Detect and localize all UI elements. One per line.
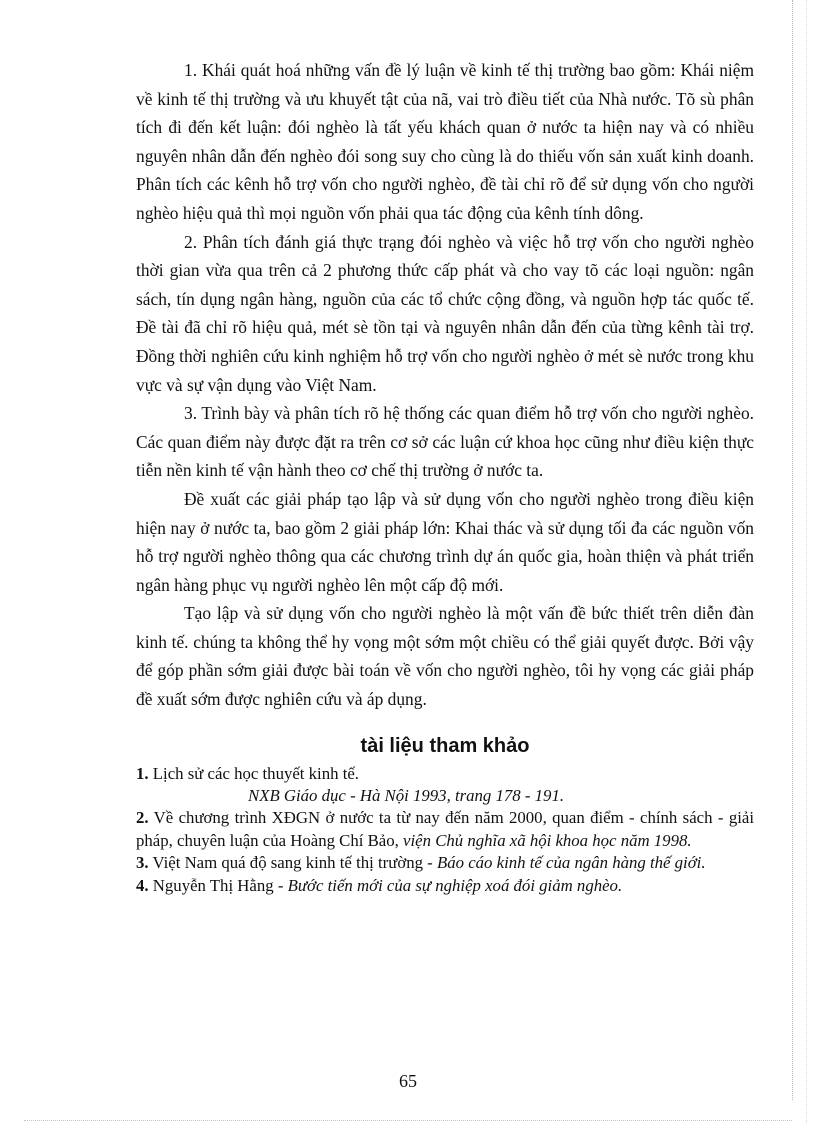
page-border-right-outer (806, 0, 807, 1123)
body-paragraph-1: 1. Khái quát hoá những vấn đề lý luận về kinh tế thị trường bao gồm: Khái niệm về kinh tế thị trường và ưu khuyết tật của nã, vai trò điều tiết của Nhà nước. Tõ sù phân tích đi đến kết luận: đói nghèo là tất yếu khách quan ở nước ta hiện nay và có nhiều nguyên nhân dẫn đến nghèo đói song suy cho cùng là do thiếu vốn sản xuất kinh doanh. Phân tích các kênh hỗ trợ vốn cho người nghèo, đề tài chỉ rõ để sử dụng vốn cho người nghèo hiệu quả thì mọi nguồn vốn phải qua tác động của kênh tính dông. (136, 60, 754, 223)
reference-text: Lịch sử các học thuyết kinh tế. (148, 763, 359, 783)
body-paragraph-4: Đề xuất các giải pháp tạo lập và sử dụng vốn cho người nghèo trong điều kiện hiện nay ở nước ta, bao gồm 2 giải pháp lớn: Khai thác và sử dụng tối đa các nguồn vốn hỗ trợ người nghèo thông qua các chương trình dự án quốc gia, hoàn thiện và phát triển ngân hàng phục vụ người nghèo lên một cấp độ mới. (136, 488, 754, 595)
reference-number: 2. (136, 808, 149, 828)
page-number: 65 (399, 1071, 417, 1091)
reference-number: 3. (136, 853, 149, 873)
reference-publisher: NXB Giáo dục - Hà Nội 1993, trang 178 - 191. (248, 786, 565, 806)
reference-italic-source: Bước tiến mới của sự nghiệp xoá đói giảm nghèo. (287, 875, 623, 895)
reference-item-1 (136, 763, 754, 785)
reference-text: Việt Nam quá độ sang kinh tế thị trường - (148, 853, 437, 873)
reference-text: Về chương trình XĐGN ở nước ta từ nay đến năm 2000, quan điểm - chính sách - giải pháp, chuyên luận của Hoàng Chí Bảo, (136, 808, 754, 850)
references-title: tài liệu tham khảo (360, 734, 530, 757)
reference-item-3 (136, 852, 754, 874)
body-paragraph-2: 2. Phân tích đánh giá thực trạng đói nghèo và việc hỗ trợ vốn cho người nghèo thời gian vừa qua trên cả 2 phương thức cấp phát và cho vay tõ các loại nguồn: ngân sách, tín dụng ngân hàng, nguồn của các tổ chức cộng đồng, và nguồn hợp tác quốc tế. Đề tài đã chỉ rõ hiệu quả, mét sè tồn tại và nguyên nhân dẫn đến của từng kênh tài trợ. Đồng thời nghiên cứu kinh nghiệm hỗ trợ vốn cho người nghèo ở mét sè nước trong khu vực và sự vận dụng vào Việt Nam. (136, 231, 754, 395)
page-content (136, 56, 754, 897)
reference-text: Nguyễn Thị Hằng - (148, 875, 288, 895)
page-border-bottom (24, 1120, 792, 1121)
body-paragraph-3: 3. Trình bày và phân tích rõ hệ thống các quan điểm hỗ trợ vốn cho người nghèo. Các quan điểm này được đặt ra trên cơ sở các luận cứ khoa học cũng như điều kiện thực tiễn nền kinh tế vận hành theo cơ chế thị trường ở nước ta. (136, 403, 754, 481)
page-border-right (792, 0, 793, 1100)
reference-number: 4. (136, 875, 149, 895)
reference-italic-source: Báo cáo kinh tế của ngân hàng thế giới. (436, 853, 706, 873)
reference-item-2 (136, 807, 754, 852)
reference-item-4 (136, 875, 754, 897)
reference-italic-source: viện Chủ nghĩa xã hội khoa học năm 1998. (403, 830, 692, 850)
reference-number: 1. (136, 763, 149, 783)
references-list (136, 763, 754, 897)
body-paragraph-5: Tạo lập và sử dụng vốn cho người nghèo là một vấn đề bức thiết trên diễn đàn kinh tế. chúng ta không thể hy vọng một sớm một chiều có thể giải quyết được. Bởi vậy để góp phần sớm giải được bài toán về vốn cho người nghèo, tôi hy vọng các giải pháp đề xuất sớm được nghiên cứu và áp dụng. (136, 603, 754, 710)
